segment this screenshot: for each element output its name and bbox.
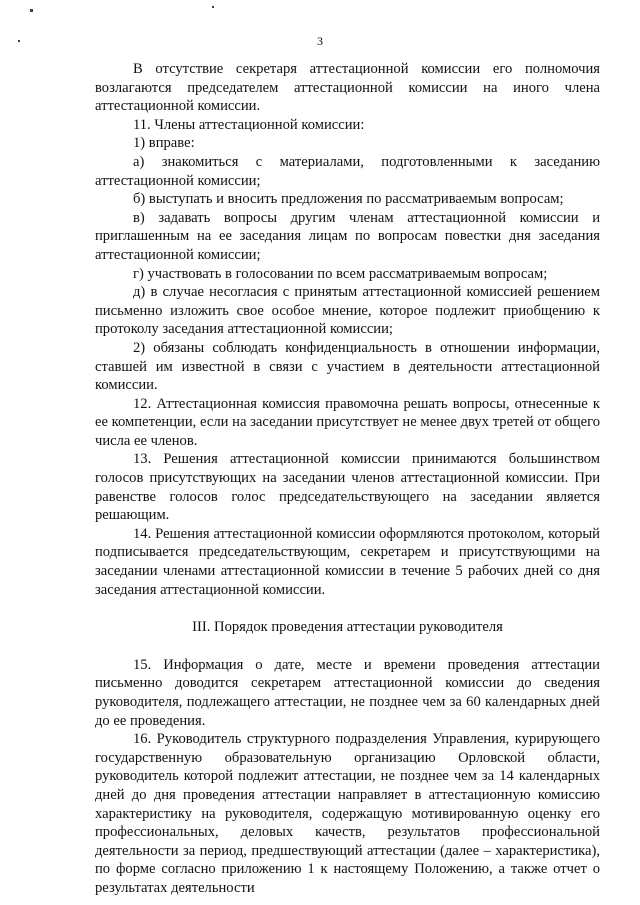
- paragraph: 11. Члены аттестационной комиссии:: [133, 116, 365, 133]
- scan-speck: [30, 9, 33, 12]
- paragraph: В отсутствие секретаря аттестационной комиссии его полномочия возлагаются председателем аттестационной комиссии на иного члена аттестационной комиссии.: [95, 61, 600, 115]
- paragraph: 2) обязаны соблюдать конфиденциальность в отношении информации, ставшей им известной в связи с участием в деятельности аттестационной комиссии.: [95, 339, 600, 394]
- scan-speck: [212, 6, 214, 8]
- document-body: [95, 60, 600, 898]
- paragraph: г) участвовать в голосовании по всем рассматриваемым вопросам;: [133, 265, 548, 282]
- section-heading: III. Порядок проведения аттестации руководителя: [192, 619, 503, 636]
- paragraph: 16. Руководитель структурного подразделения Управления, курирующего государственную образовательную организацию Орловской области, руководитель которой подлежит аттестации, не позднее чем за 14 календарных дней до дня проведения аттестации направляет в аттестационную комиссию характеристику на руководителя, содержащую мотивированную оценку его профессиональных, деловых качеств, результатов профессиональной деятельности за период, предшествующий аттестации (далее – характеристика), по форме согласно приложению 1 к настоящему Положению, а также отчет о результатах деятельности: [95, 731, 600, 896]
- paragraph: 1) вправе:: [133, 135, 195, 152]
- paragraph: д) в случае несогласия с принятым аттестационной комиссией решением письменно изложить свое особое мнение, которое подлежит приобщению к протоколу заседания аттестационной комиссии;: [95, 284, 600, 338]
- paragraph: 15. Информация о дате, месте и времени проведения аттестации письменно доводится секретарем аттестационной комиссии до сведения руководителя, подлежащего аттестации, не позднее чем за 60 календарных дней до ее проведения.: [95, 656, 600, 729]
- paragraph: 12. Аттестационная комиссия правомочна решать вопросы, отнесенные к ее компетенции, если на заседании присутствует не менее двух третей от общего числа ее членов.: [95, 395, 600, 449]
- paragraph: в) задавать вопросы другим членам аттестационной комиссии и приглашенным на ее заседания лицам по вопросам повестки дня заседания аттестационной комиссии;: [95, 209, 600, 263]
- paragraph: б) выступать и вносить предложения по рассматриваемым вопросам;: [133, 191, 564, 208]
- paragraph: а) знакомиться с материалами, подготовленными к заседанию аттестационной комиссии;: [95, 153, 600, 189]
- paragraph: 13. Решения аттестационной комиссии принимаются большинством голосов присутствующих на заседании членов аттестационной комиссии. При равенстве голосов голос председательствующего на заседании является решающим.: [95, 451, 600, 524]
- page-number: 3: [317, 34, 323, 48]
- paragraph: 14. Решения аттестационной комиссии оформляются протоколом, который подписывается председательствующим, секретарем и присутствующими на заседании членами аттестационной комиссии в течение 5 рабочих дней со дня заседания аттестационной комиссии.: [95, 525, 600, 598]
